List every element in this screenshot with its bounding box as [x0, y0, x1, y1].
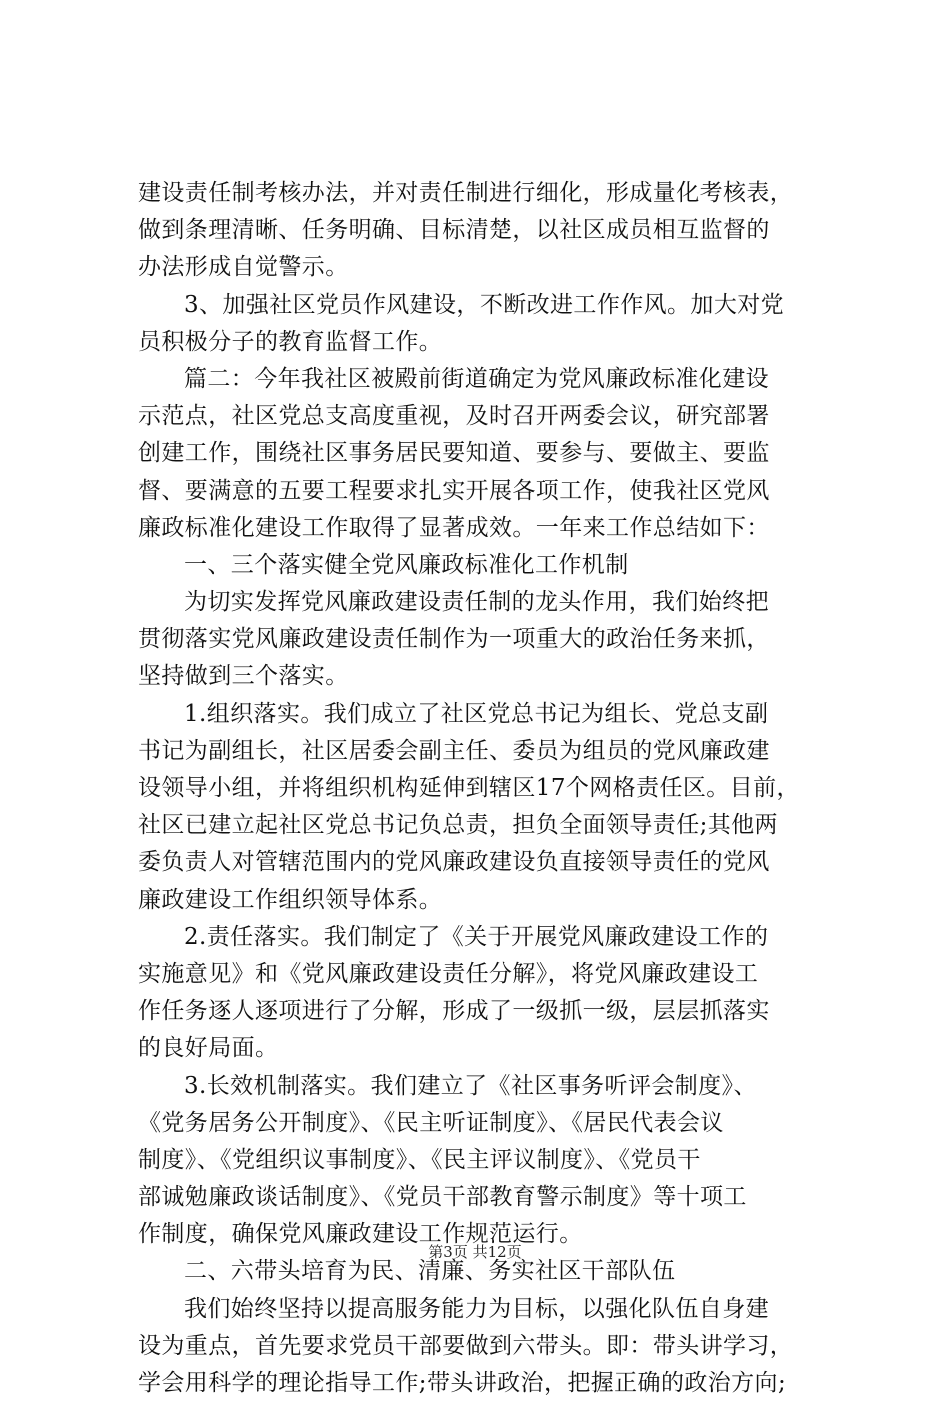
text-line: 坚持做到三个落实。	[138, 663, 349, 690]
text-line: 做到条理清晰、任务明确、目标清楚，以社区成员相互监督的	[138, 217, 770, 244]
text-line: 委负责人对管辖范围内的党风廉政建设负直接领导责任的党风	[138, 849, 770, 876]
text-line: 设领导小组，并将组织机构延伸到辖区17个网格责任区。目前，	[138, 775, 800, 801]
text-line: 作制度，确保党风廉政建设工作规范运行。	[138, 1221, 583, 1248]
section-heading: 一、三个落实健全党风廉政标准化工作机制	[184, 551, 629, 578]
text-line: 实施意见》和《党风廉政建设责任分解》，将党风廉政建设工	[138, 960, 759, 987]
text-line: 创建工作，围绕社区事务居民要知道、要参与、要做主、要监	[138, 440, 770, 467]
text-line: 3、加强社区党员作风建设，不断改进工作作风。加大对党	[184, 291, 785, 318]
text-line: 篇二：今年我社区被殿前街道确定为党风廉政标准化建设	[184, 365, 769, 392]
text-line: 贯彻落实党风廉政建设责任制作为一项重大的政治任务来抓，	[138, 626, 770, 653]
text-line: 的良好局面。	[138, 1035, 279, 1062]
section-heading: 二、六带头培育为民、清廉、务实社区干部队伍	[184, 1258, 676, 1285]
text-line: 廉政标准化建设工作取得了显著成效。一年来工作总结如下：	[138, 514, 770, 541]
text-line: 我们始终坚持以提高服务能力为目标，以强化队伍自身建	[184, 1295, 769, 1322]
text-line: 示范点，社区党总支高度重视，及时召开两委会议，研究部署	[138, 403, 770, 430]
text-line: 建设责任制考核办法，并对责任制进行细化，形成量化考核表，	[138, 180, 794, 206]
text-line: 督、要满意的五要工程要求扎实开展各项工作，使我社区党风	[138, 477, 770, 504]
text-line: 设为重点，首先要求党员干部要做到六带头。即：带头讲学习，	[138, 1332, 794, 1359]
text-line: 《党务居务公开制度》、《民主听证制度》、《居民代表会议	[138, 1109, 724, 1136]
text-line: 2.责任落实。我们制定了《关于开展党风廉政建设工作的	[184, 923, 769, 950]
text-line: 为切实发挥党风廉政建设责任制的龙头作用，我们始终把	[184, 589, 769, 616]
text-line: 学会用科学的理论指导工作;带头讲政治，把握正确的政治方向;	[138, 1370, 787, 1396]
text-line: 办法形成自觉警示。	[138, 254, 349, 281]
text-line: 制度》、《党组织议事制度》、《民主评议制度》、《党员干	[138, 1146, 701, 1173]
text-line: 社区已建立起社区党总书记负总责，担负全面领导责任;其他两	[138, 812, 778, 839]
page-number-footer: 第3页 共12页	[428, 1243, 522, 1261]
text-line: 书记为副组长，社区居委会副主任、委员为组员的党风廉政建	[138, 737, 770, 764]
text-line: 部诚勉廉政谈话制度》、《党员干部教育警示制度》等十项工	[138, 1184, 747, 1211]
text-line: 廉政建设工作组织领导体系。	[138, 886, 443, 913]
text-line: 1.组织落实。我们成立了社区党总书记为组长、党总支副	[184, 700, 769, 727]
text-line: 作任务逐人逐项进行了分解，形成了一级抓一级，层层抓落实	[138, 998, 770, 1025]
text-line: 3.长效机制落实。我们建立了《社区事务听评会制度》、	[184, 1072, 757, 1099]
document-body	[138, 175, 838, 1402]
text-line: 员积极分子的教育监督工作。	[138, 328, 443, 355]
